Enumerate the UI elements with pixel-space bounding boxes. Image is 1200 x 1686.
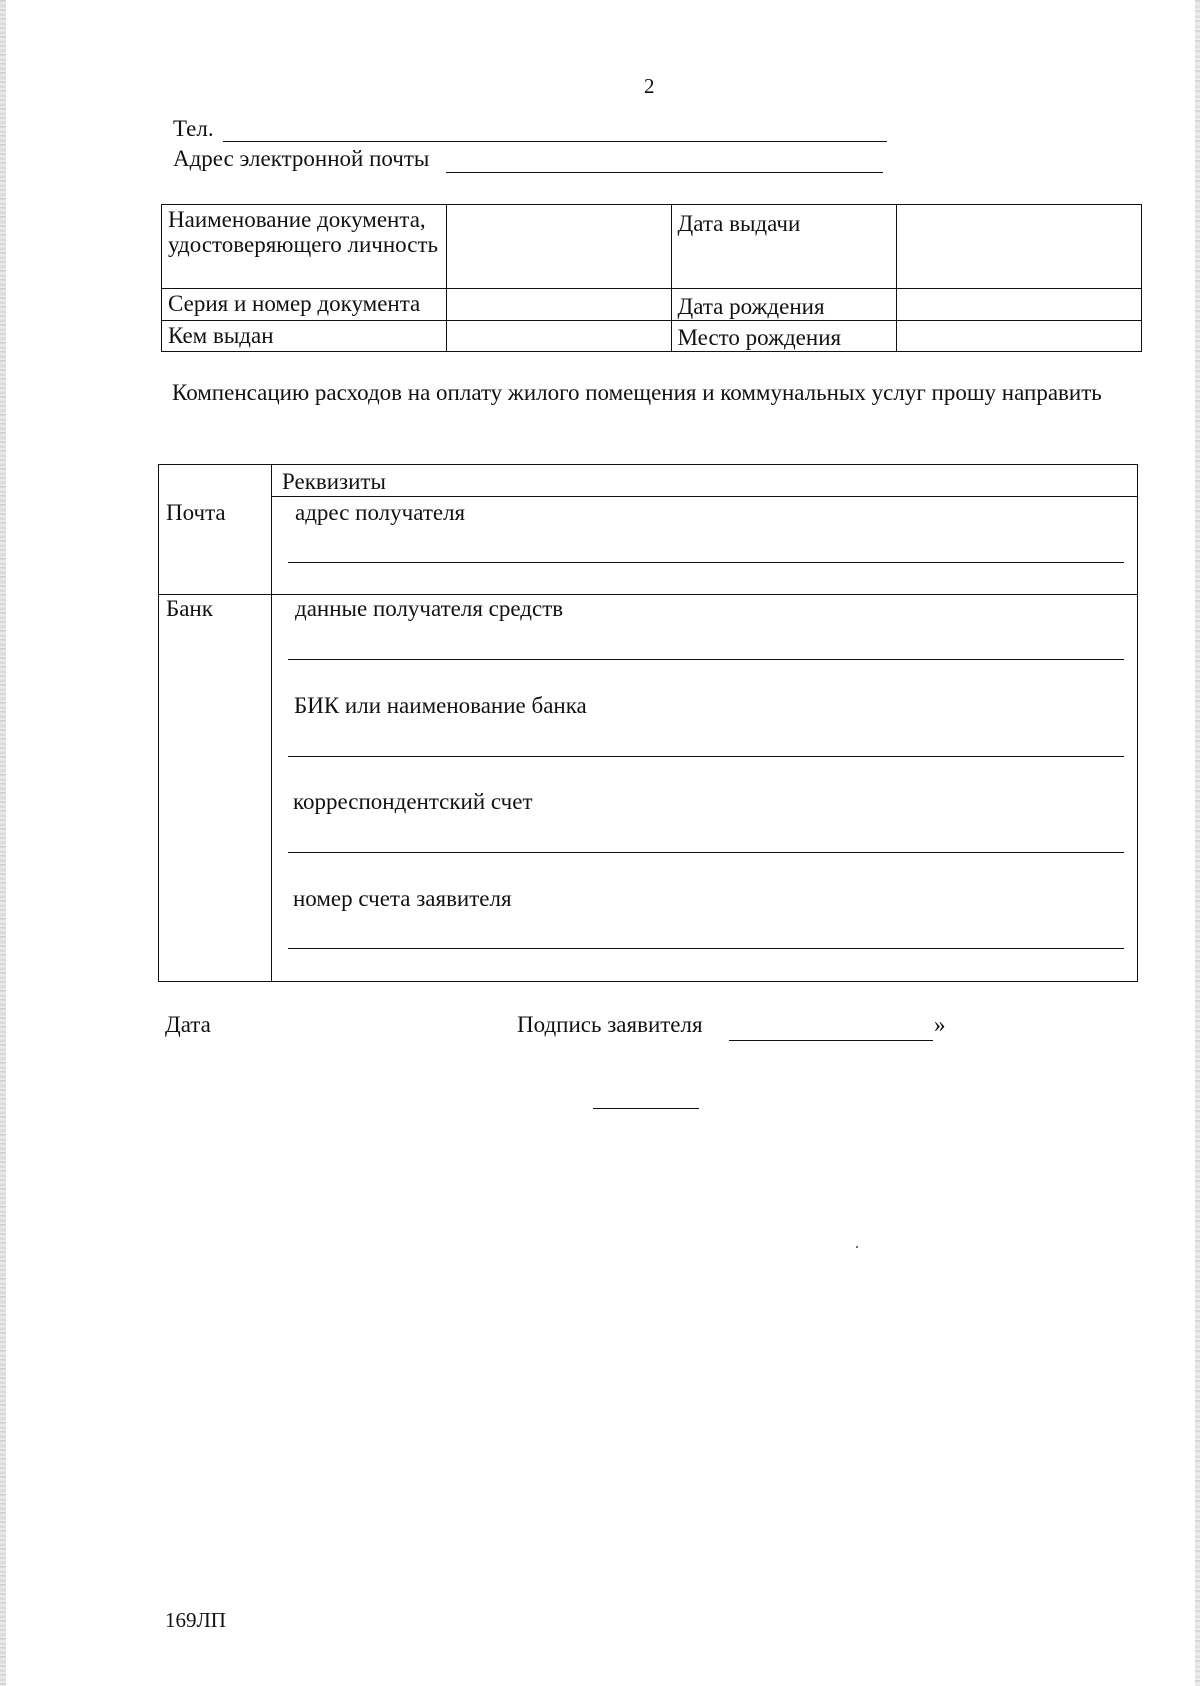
requisites-section-divider (158, 594, 1138, 595)
scan-edge-right (1195, 0, 1200, 1686)
doc-name-label: Наименование документа, удостоверяющего личность (162, 205, 447, 289)
closing-quote: » (934, 1012, 946, 1037)
issued-by-label: Кем выдан (162, 321, 447, 352)
bank-correspondent-account-line[interactable] (288, 852, 1124, 853)
page-number: 2 (644, 74, 655, 98)
doc-name-value[interactable] (446, 205, 671, 289)
birth-place-label: Место рождения (671, 321, 897, 352)
identity-document-table (161, 204, 1142, 352)
table-row (162, 321, 1142, 352)
compensation-request-text: Компенсацию расходов на оплату жилого помещения и коммунальных услуг прошу направить (172, 380, 1102, 405)
email-label: Адрес электронной почты (173, 146, 430, 171)
bank-correspondent-account-label: корреспондентский счет (293, 789, 533, 814)
phone-field[interactable] (173, 116, 214, 142)
scan-edge-left (0, 0, 6, 1686)
series-number-label: Серия и номер документа (162, 289, 447, 321)
bank-applicant-account-line[interactable] (288, 948, 1124, 949)
table-row (162, 289, 1142, 321)
bank-bik-label: БИК или наименование банка (294, 693, 587, 718)
bank-label: Банк (166, 596, 213, 621)
birth-date-label: Дата рождения (671, 289, 897, 321)
post-label: Почта (166, 500, 226, 525)
requisites-header-divider (271, 496, 1138, 497)
bank-bik-line[interactable] (288, 756, 1124, 757)
birth-place-value[interactable] (897, 321, 1142, 352)
post-recipient-address-line[interactable] (288, 562, 1124, 563)
applicant-signature-line[interactable] (729, 1040, 933, 1041)
bank-applicant-account-label: номер счета заявителя (293, 886, 512, 911)
bank-recipient-data-line[interactable] (288, 659, 1124, 660)
phone-underline (223, 141, 887, 142)
bank-recipient-data-label: данные получателя средств (295, 596, 564, 621)
footer-code: 169ЛП (165, 1608, 226, 1632)
email-underline (446, 172, 883, 173)
requisites-table (158, 464, 1138, 982)
issued-by-value[interactable] (446, 321, 671, 352)
issue-date-label: Дата выдачи (671, 205, 897, 289)
birth-date-value[interactable] (897, 289, 1142, 321)
requisites-column-divider (271, 464, 272, 982)
post-recipient-address-label: адрес получателя (295, 500, 466, 525)
series-number-value[interactable] (446, 289, 671, 321)
date-label: Дата (165, 1012, 211, 1037)
email-field[interactable] (173, 146, 429, 172)
table-row (162, 205, 1142, 289)
end-of-form-rule (593, 1108, 699, 1109)
applicant-signature-label: Подпись заявителя (517, 1012, 703, 1037)
scan-speck (856, 1246, 858, 1248)
requisites-header: Реквизиты (282, 469, 386, 494)
issue-date-value[interactable] (897, 205, 1142, 289)
phone-label: Тел. (173, 116, 214, 141)
